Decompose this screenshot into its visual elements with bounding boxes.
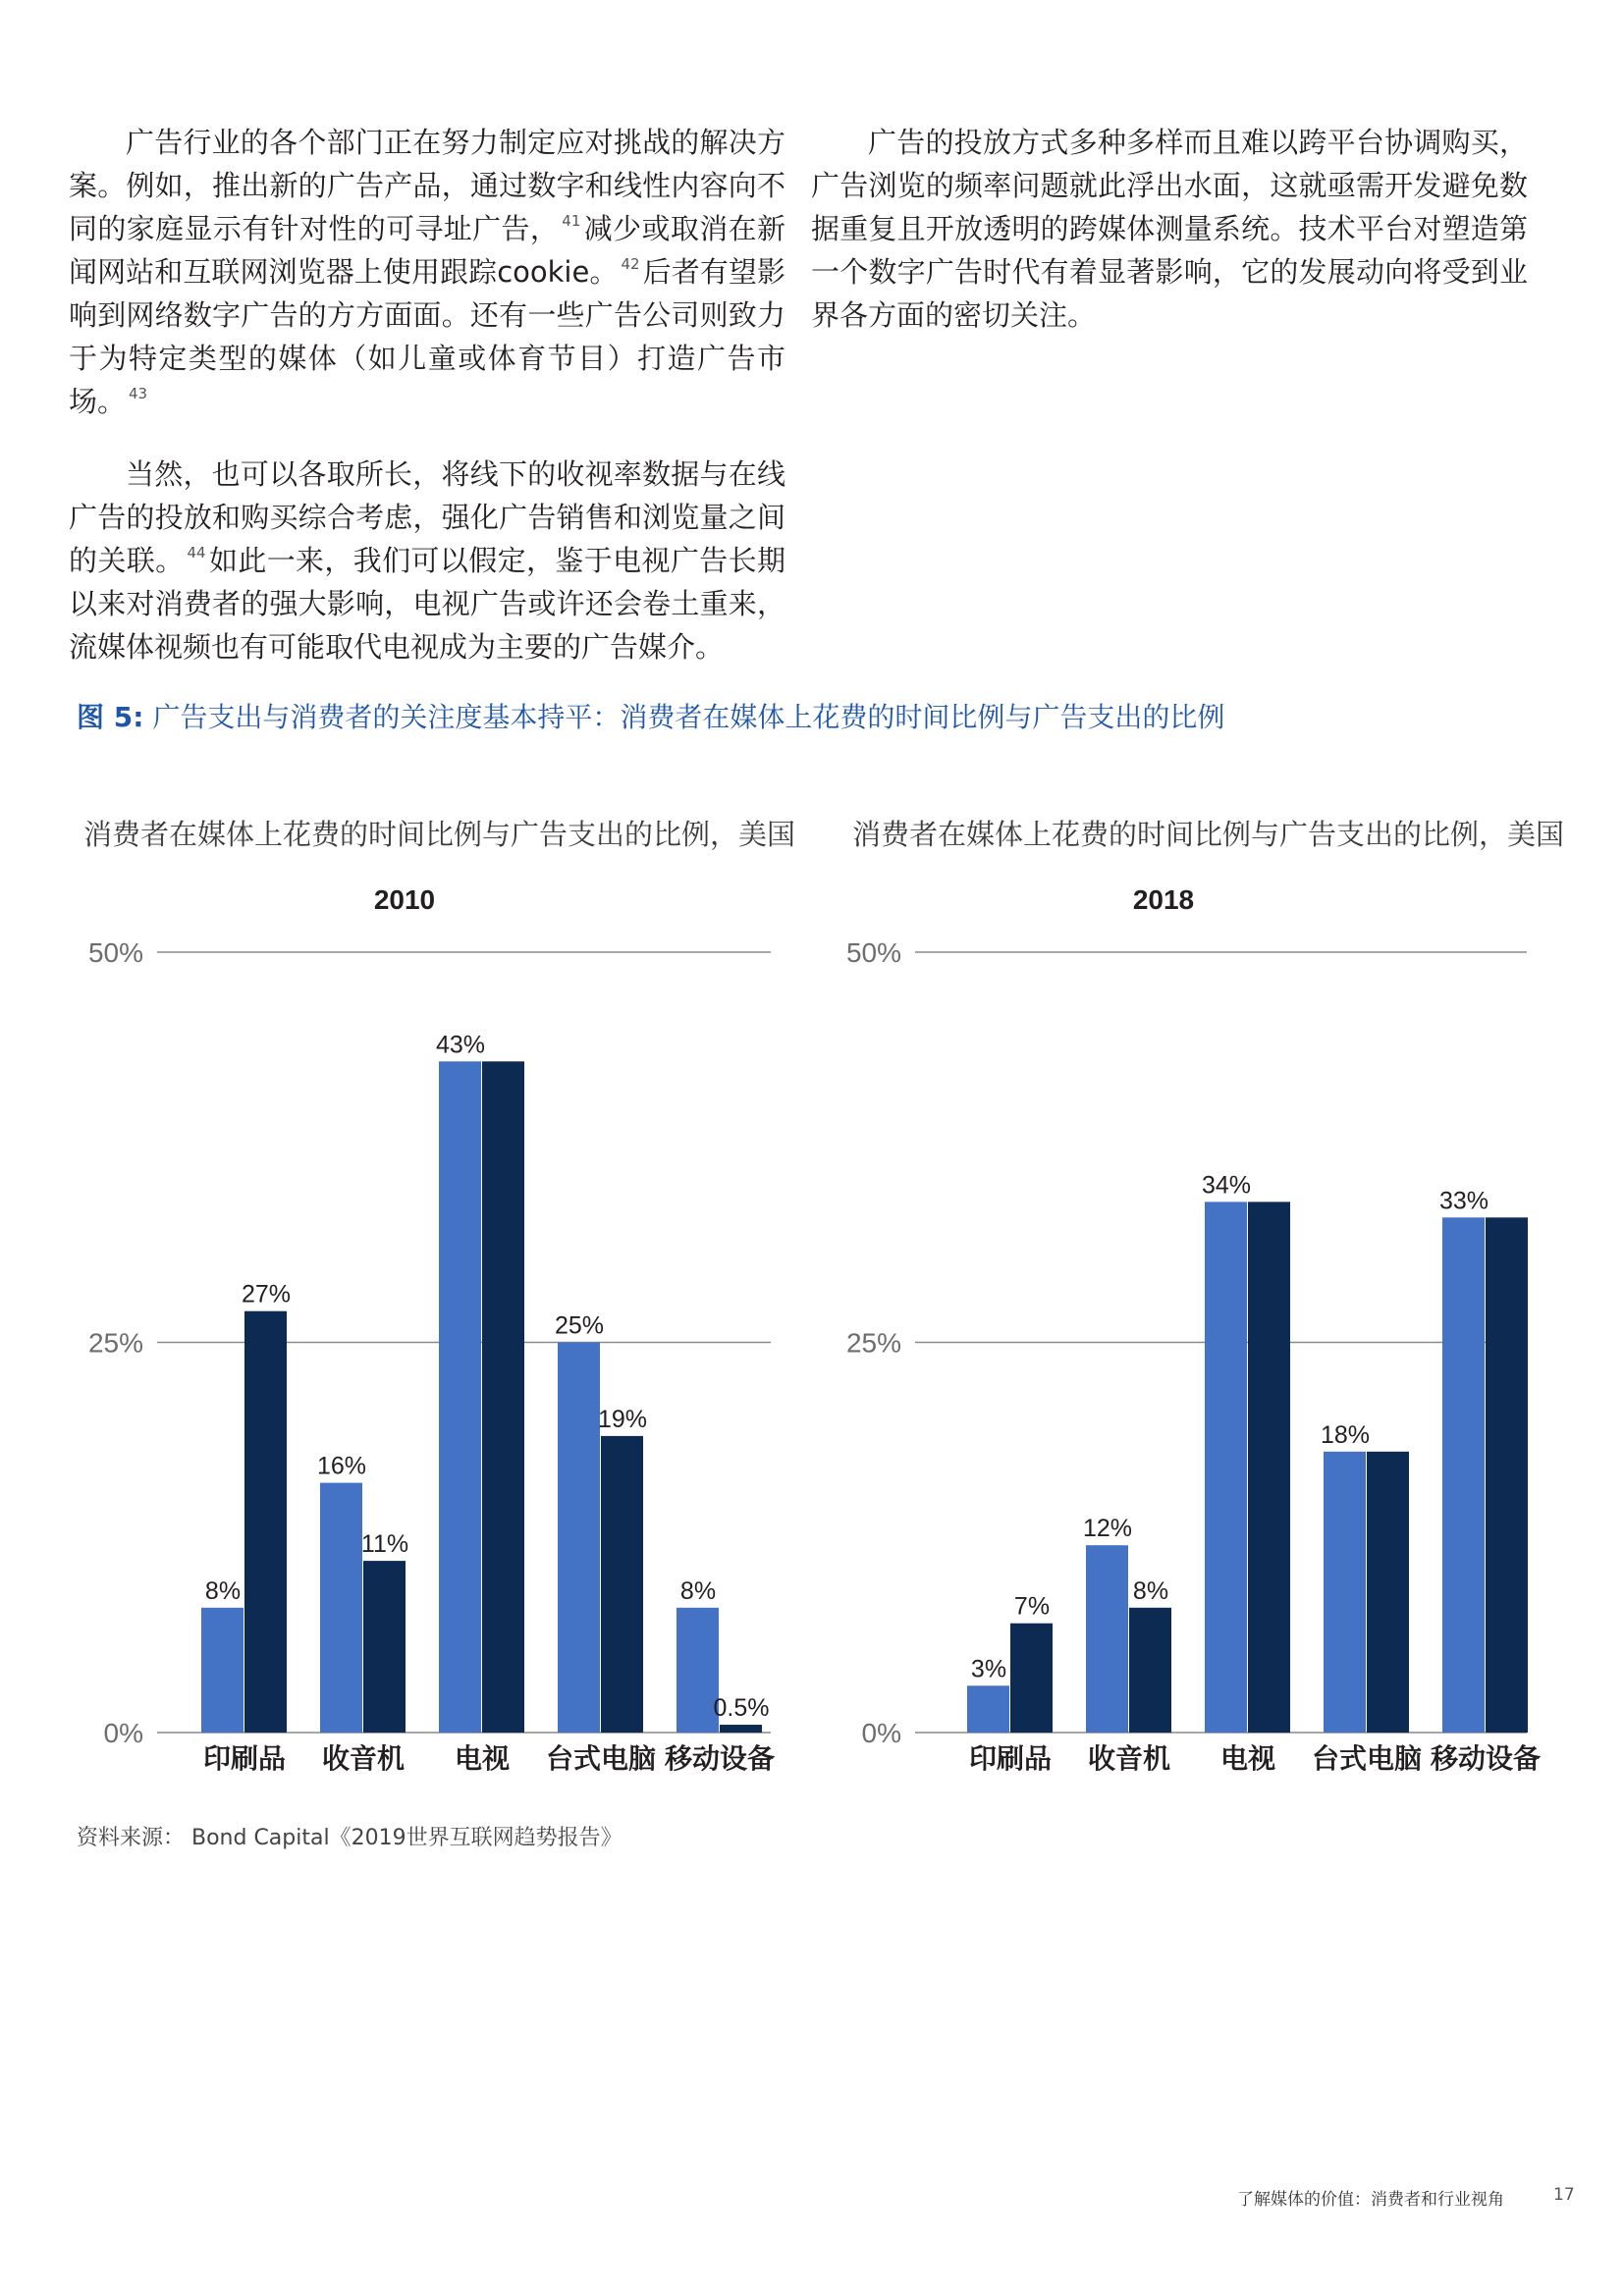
chart-2010-bar-series1 xyxy=(320,1483,362,1733)
chart-2010-category-label: 台式电脑 xyxy=(545,1743,657,1774)
chart-2018-category-label: 收音机 xyxy=(1087,1743,1171,1774)
chart-2010-data-label: 25% xyxy=(554,1311,605,1340)
chart-2018-ytick-label: 50% xyxy=(845,937,901,968)
chart-2010-ytick-label: 25% xyxy=(87,1327,143,1359)
chart-2010-data-label: 8% xyxy=(679,1576,717,1605)
chart-2018-bar-series1 xyxy=(1324,1452,1366,1733)
right-column xyxy=(811,121,1528,366)
chart-2018-bar-series1 xyxy=(967,1685,1009,1733)
chart-2018-bar-series2 xyxy=(1129,1608,1171,1733)
left-paragraph-2 xyxy=(69,453,785,668)
chart-2010-bar-series2 xyxy=(244,1311,287,1733)
chart-2018-category-label: 电视 xyxy=(1219,1743,1276,1774)
chart-2010-data-label: 43% xyxy=(435,1031,486,1059)
chart-2018-bar-series1 xyxy=(1205,1201,1247,1733)
chart-2018-bar-series2 xyxy=(1486,1217,1528,1733)
chart-2018 xyxy=(812,864,1624,1806)
chart-2018-data-label: 33% xyxy=(1438,1187,1489,1215)
chart-2018-category-label: 移动设备 xyxy=(1430,1743,1542,1774)
chart-2018-bar-series1 xyxy=(1086,1545,1128,1733)
chart-2010-category-label: 移动设备 xyxy=(664,1743,776,1774)
chart-2010-data-label: 11% xyxy=(360,1530,409,1559)
page-number: 17 xyxy=(1553,2185,1575,2205)
chart-2018-bar-series1 xyxy=(1442,1217,1485,1733)
footnote-ref[interactable]: 44 xyxy=(187,544,206,561)
figure-label: 图 5: xyxy=(77,701,144,733)
chart-2018-subtitle: 消费者在媒体上花费的时间比例与广告支出的比例，美国 xyxy=(852,818,1565,851)
footnote-ref[interactable]: 43 xyxy=(129,385,148,402)
chart-2010-bar-series2 xyxy=(601,1436,643,1733)
chart-2010-bar-series2 xyxy=(720,1725,762,1733)
footer-text: 了解媒体的价值：消费者和行业视角 xyxy=(1237,2190,1504,2210)
chart-2010-data-label: 0.5% xyxy=(713,1694,770,1723)
chart-2018-category-label: 台式电脑 xyxy=(1311,1743,1423,1774)
chart-2010-bar-series1 xyxy=(558,1343,600,1734)
chart-2010-bar-series2 xyxy=(363,1561,406,1733)
chart-2018-data-label: 8% xyxy=(1132,1576,1169,1605)
footnote-ref[interactable]: 41 xyxy=(562,212,581,230)
chart-2018-bar-series2 xyxy=(1248,1201,1290,1733)
chart-2018-data-label: 18% xyxy=(1320,1420,1371,1449)
chart-2010 xyxy=(0,864,812,1806)
chart-2010-ytick-label: 0% xyxy=(103,1718,143,1748)
figure-title-text: 广告支出与消费者的关注度基本持平：消费者在媒体上花费的时间比例与广告支出的比例 xyxy=(152,701,1225,733)
chart-2018-bar-series2 xyxy=(1367,1452,1409,1733)
paragraph-text: 如此一来，我们可以假定，鉴于电视广告长期以来对消费者的强大影响，电视广告或许还会卷土重来，流媒体视频也有可能取代电视成为主要的广告媒介。 xyxy=(69,544,785,664)
chart-2010-bar-series1 xyxy=(439,1061,481,1733)
footnote-ref[interactable]: 42 xyxy=(621,255,640,273)
chart-2018-category-label: 印刷品 xyxy=(968,1743,1053,1774)
chart-2010-category-label: 电视 xyxy=(454,1743,511,1774)
right-paragraph-1: 广告的投放方式多种多样而且难以跨平台协调购买，广告浏览的频率问题就此浮出水面，这就亟需开发避免数据重复且开放透明的跨媒体测量系统。技术平台对塑造第一个数字广告时代有着显著影响，它的发展动向将受到业界各方面的密切关注。 xyxy=(811,126,1528,332)
left-paragraph-1 xyxy=(69,121,785,423)
paragraph-text: 减少或取消在新闻网站和互联网浏览器上使用跟踪cookie。 xyxy=(69,212,785,289)
chart-2010-bar-series1 xyxy=(201,1608,244,1733)
chart-2010-data-label: 16% xyxy=(316,1452,367,1480)
chart-2018-ytick-label: 0% xyxy=(861,1718,901,1748)
left-column xyxy=(69,121,785,698)
chart-2018-ytick-label: 25% xyxy=(845,1327,901,1359)
chart-2010-category-label: 收音机 xyxy=(321,1743,406,1774)
chart-2010-data-label: 8% xyxy=(204,1576,242,1605)
chart-2018-title: 2018 xyxy=(1132,884,1195,915)
chart-2018-data-label: 12% xyxy=(1082,1515,1133,1543)
chart-2010-ytick-label: 50% xyxy=(87,937,143,968)
figure-title xyxy=(77,696,1549,735)
chart-2018-data-label: 3% xyxy=(970,1655,1007,1683)
paragraph-text: 当然，也可以各取所长，将线下的收视率数据与在线广告的投放和购买综合考虑，强化广告销售和浏览量之间的关联。 xyxy=(69,457,785,577)
chart-2018-bar-series2 xyxy=(1010,1624,1053,1733)
chart-2010-data-label: 19% xyxy=(597,1405,648,1433)
chart-2010-subtitle: 消费者在媒体上花费的时间比例与广告支出的比例，美国 xyxy=(83,818,796,851)
source-note: 资料来源： Bond Capital《2019世界互联网趋势报告》 xyxy=(77,1826,623,1850)
chart-2010-data-label: 27% xyxy=(241,1280,292,1308)
paragraph-text: 后者有望影响到网络数字广告的方方面面。还有一些广告公司则致力于为特定类型的媒体（如儿童或体育节目）打造广告市场。 xyxy=(69,255,785,418)
chart-2010-category-label: 印刷品 xyxy=(202,1743,287,1774)
chart-2018-data-label: 34% xyxy=(1201,1171,1252,1200)
paragraph-text: 广告行业的各个部门正在努力制定应对挑战的解决方案。例如，推出新的广告产品，通过数字和线性内容向不同的家庭显示有针对性的可寻址广告， xyxy=(69,126,785,245)
chart-2010-bar-series2 xyxy=(482,1061,524,1733)
chart-2018-data-label: 7% xyxy=(1013,1592,1051,1621)
chart-2010-title: 2010 xyxy=(373,884,436,915)
